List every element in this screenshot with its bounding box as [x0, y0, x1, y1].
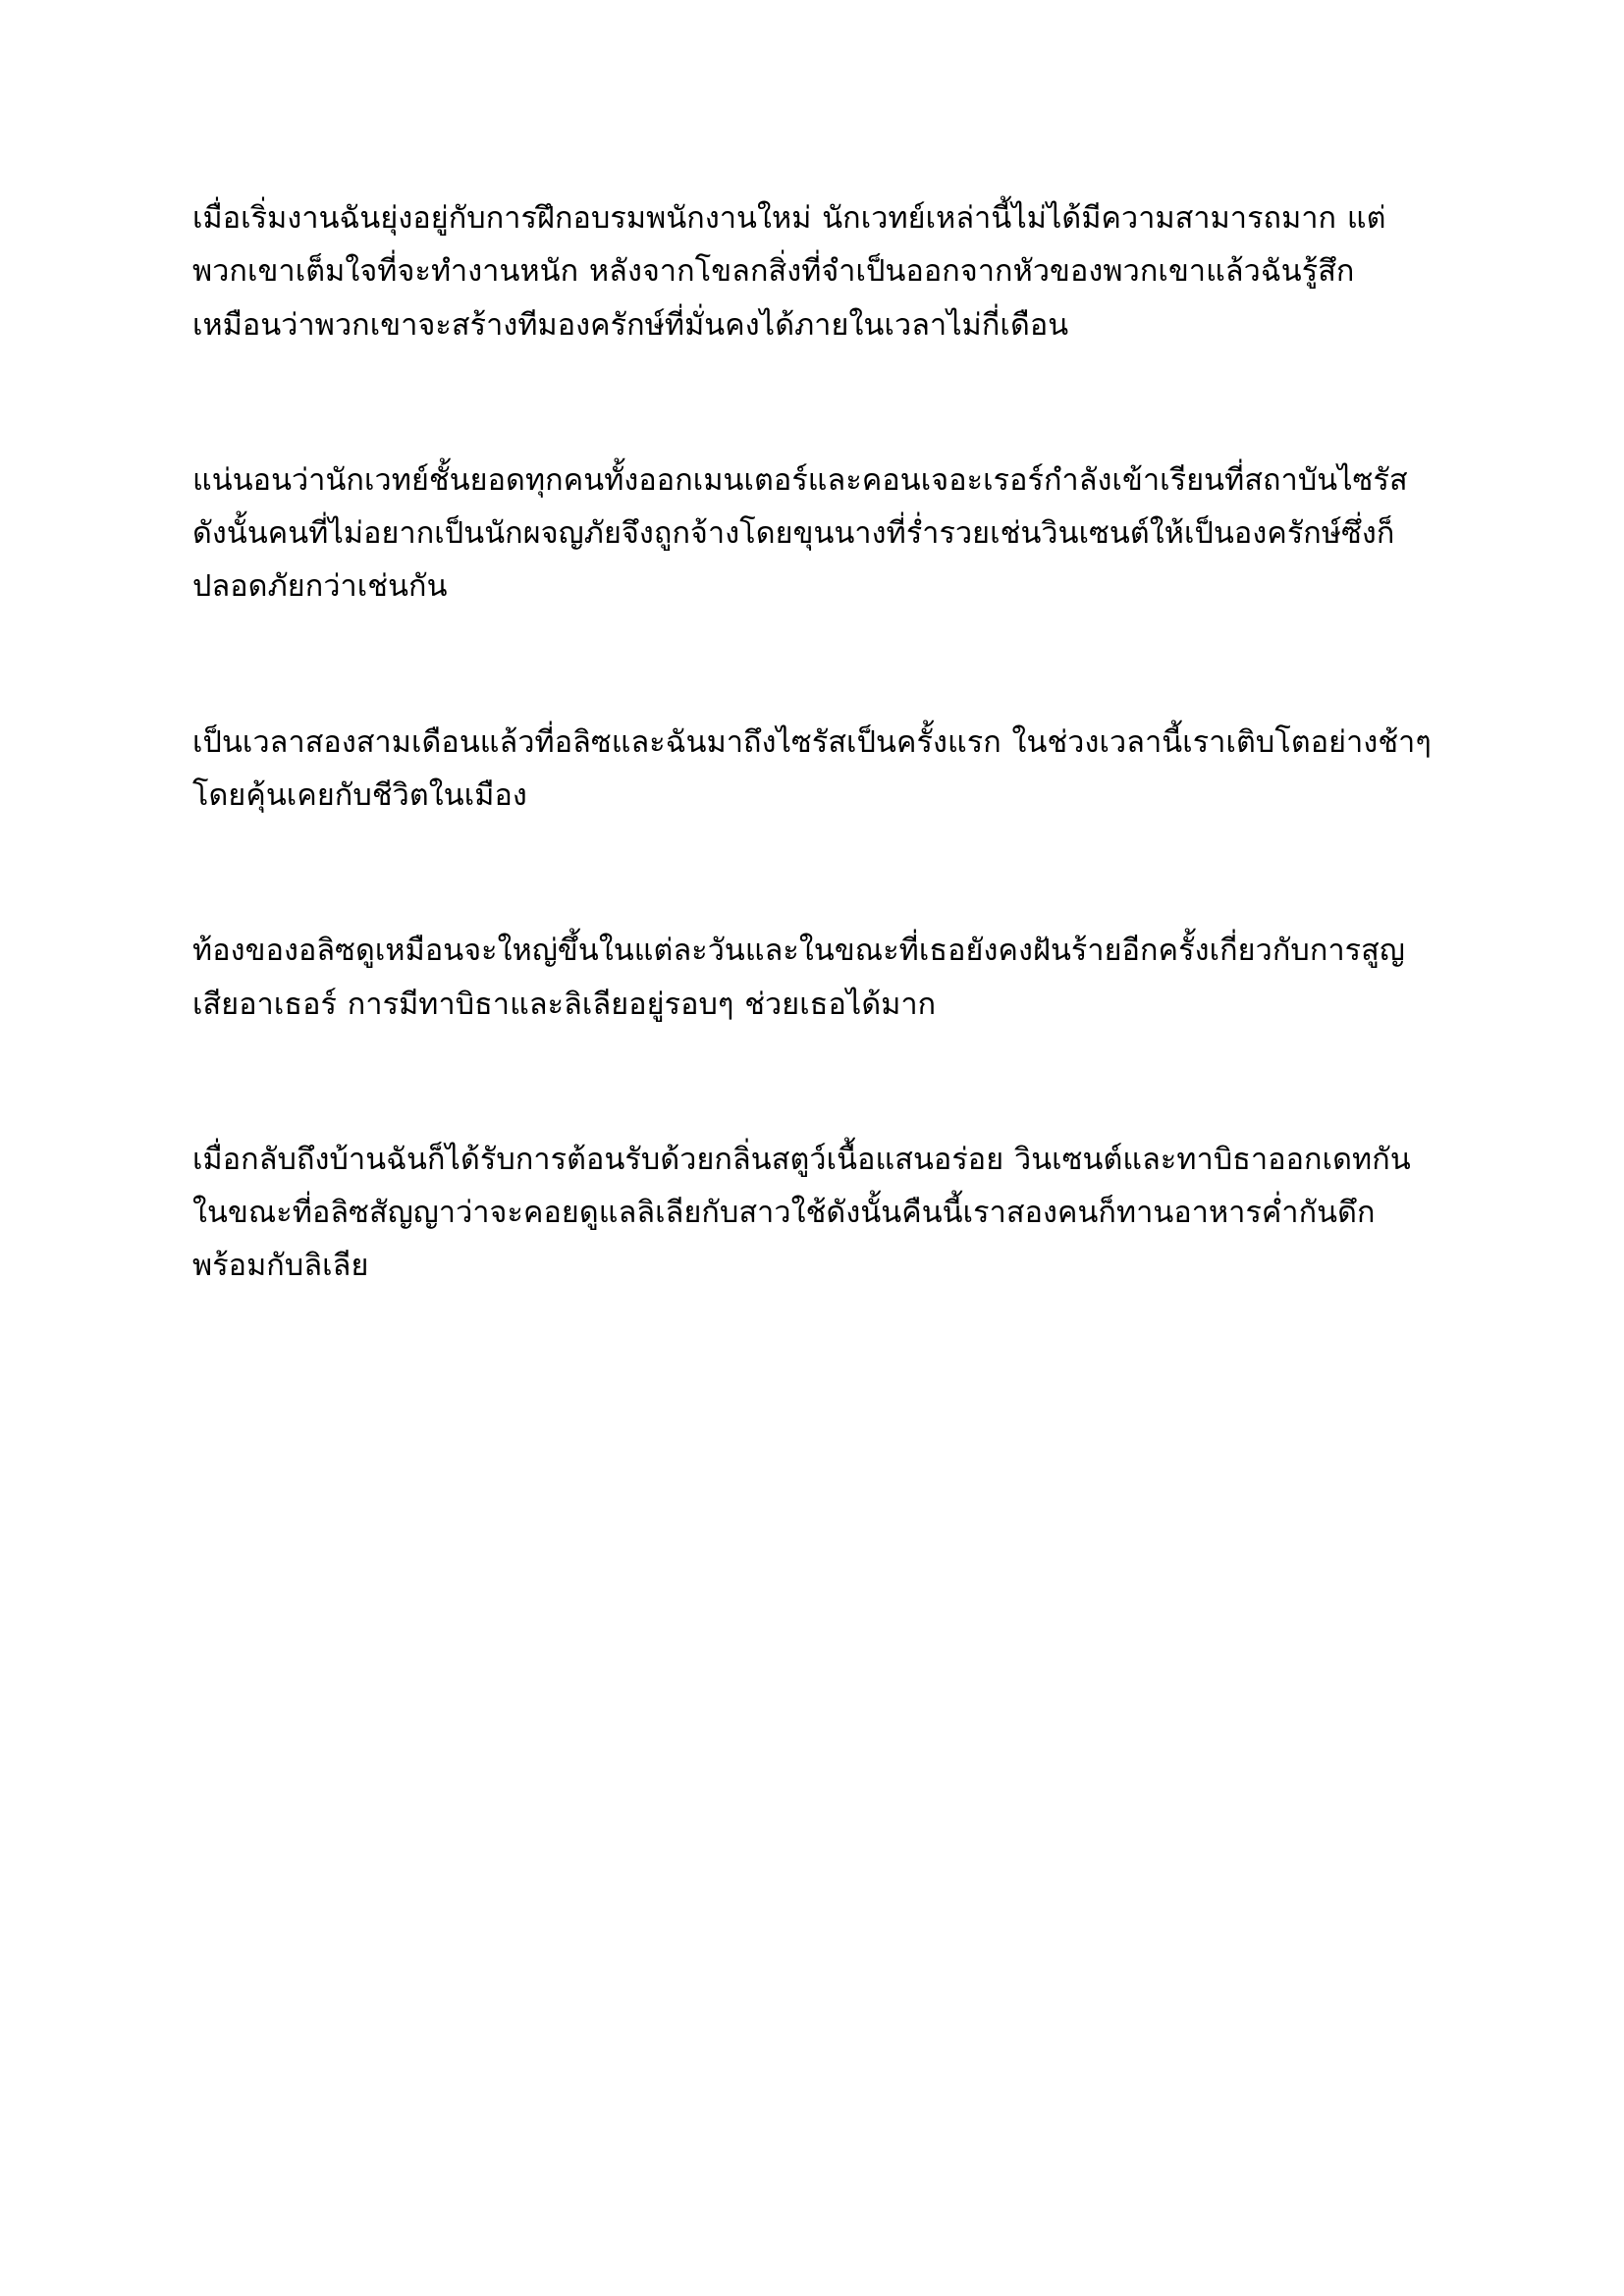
paragraph: เป็นเวลาสองสามเดือนแล้วที่อลิซและฉันมาถึงไซรัสเป็นครั้งแรก ในช่วงเวลานี้เราเติบโตอย่างช้าๆโดยคุ้นเคยกับชีวิตในเมือง	[192, 724, 1432, 813]
paragraph: เมื่อกลับถึงบ้านฉันก็ได้รับการต้อนรับด้วยกลิ่นสตูว์เนื้อแสนอร่อย วินเซนต์และทาบิธาออกเดทกันในขณะที่อลิซสัญญาว่าจะคอยดูแลลิเลียกับสาวใช้ดังนั้นคืนนี้เราสองคนก็ทานอาหารค่ำกันดึกพร้อมกับลิเลีย	[192, 1142, 1411, 1284]
paragraph: เมื่อเริ่มงานฉันยุ่งอยู่กับการฝึกอบรมพนักงานใหม่ นักเวทย์เหล่านี้ไม่ได้มีความสามารถมาก แต่พวกเขาเต็มใจที่จะทำงานหนัก หลังจากโขลกสิ่งที่จำเป็นออกจากหัวของพวกเขาแล้วฉันรู้สึกเหมือนว่าพวกเขาจะสร้างทีมองครักษ์ที่มั่นคงได้ภายในเวลาไม่กี่เดือน	[192, 201, 1386, 343]
document-text-body	[192, 192, 1432, 1294]
paragraph: ท้องของอลิซดูเหมือนจะใหญ่ขึ้นในแต่ละวันและในขณะที่เธอยังคงฝันร้ายอีกครั้งเกี่ยวกับการสูญเสียอาเธอร์ การมีทาบิธาและลิเลียอยู่รอบๆ ช่วยเธอได้มาก	[192, 934, 1405, 1022]
paragraph: แน่นอนว่านักเวทย์ชั้นยอดทุกคนทั้งออกเมนเตอร์และคอนเจอะเรอร์กำลังเข้าเรียนที่สถาบันไซรัส ดังนั้นคนที่ไม่อยากเป็นนักผจญภัยจึงถูกจ้างโดยขุนนางที่ร่ำรวยเช่นวินเซนต์ให้เป็นองครักษ์ซึ่งก็ปลอดภัยกว่าเช่นกัน	[192, 462, 1408, 605]
